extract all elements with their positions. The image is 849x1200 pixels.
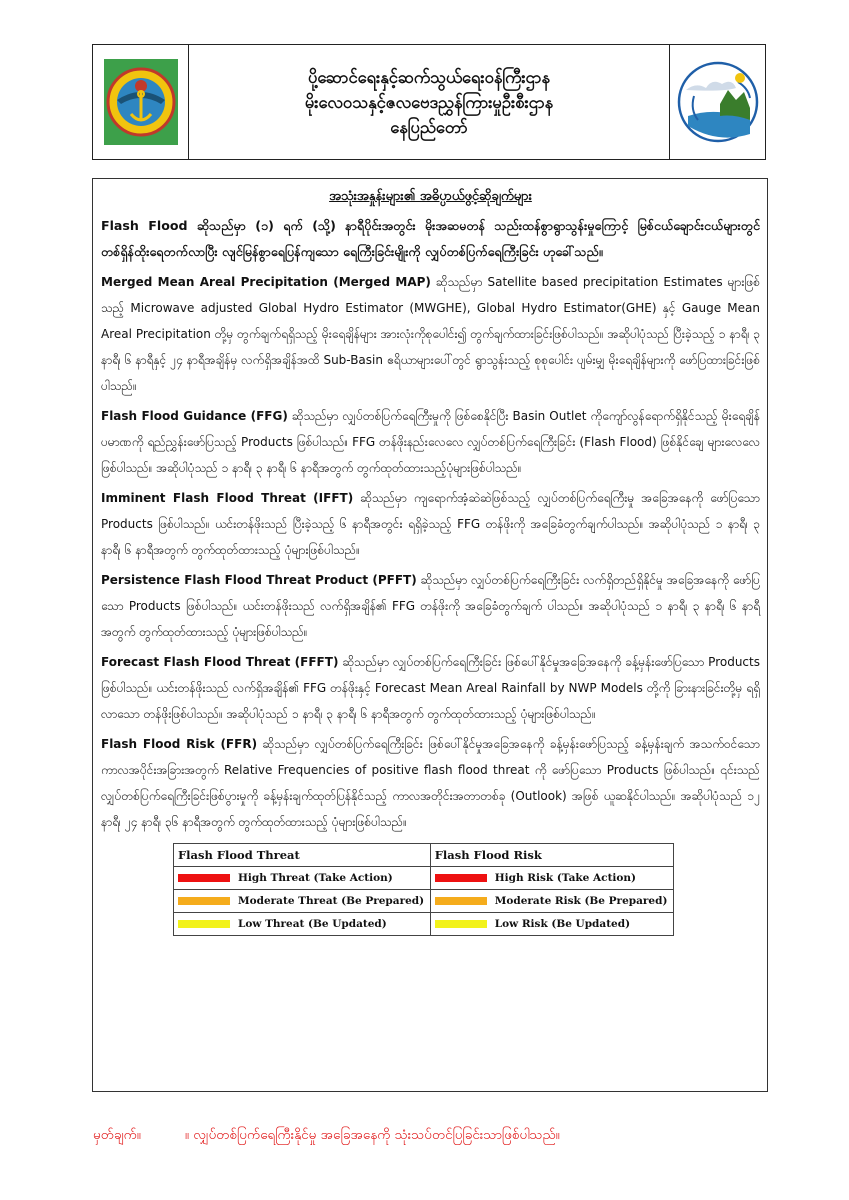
definition-ffft: [101, 649, 760, 727]
header-title: [189, 45, 669, 159]
header-title-line-3: နေပြည်တော်: [390, 117, 468, 137]
footer-note: [93, 1126, 560, 1146]
moderate-color-swatch: [435, 897, 487, 905]
definition-ffr: [101, 731, 760, 835]
legend-label: High Risk (Take Action): [494, 872, 637, 884]
flash-flood-intro: Flash Flood ဆိုသည်မှာ (၁) ရက် (သို့) နာရီပိုင်းအတွင်း မိုးအဆမတန် သည်းထန်စွာရွာသွန်းမှုကြောင့် မြစ်ငယ်ချောင်းငယ်များတွင် တစ်ရှိန်ထိုးရေတက်လာပြီး လျင်မြန်စွာရေပြန်ကျသော ရေကြီးခြင်းမျိုးကို လျှပ်တစ်ပြက်ရေကြီးခြင်း ဟုခေါ်သည်။: [101, 218, 760, 259]
legend-label: High Threat (Take Action): [238, 872, 393, 884]
legend-row-moderate: [174, 890, 674, 913]
definition-text: ဆိုသည်မှာ လျှပ်တစ်ပြက်ရေကြီးမှုကို ဖြစ်စေနိုင်ပြီး Basin Outlet ကိုကျော်လွန်ရောက်ရှိနိုင်သည့် မိုးရေချိန်ပမာဏကို ရည်ညွှန်းဖော်ပြသည့် Products ဖြစ်ပါသည်။ FFG တန်ဖိုးနည်းလေလေ လျှပ်တစ်ပြက်ရေကြီးခြင်း (Flash Flood) ဖြစ်နိုင်ချေ များလေလေဖြစ်ပါသည်။ အဆိုပါပုံသည် ၁ နာရီ၊ ၃ နာရီ၊ ၆ နာရီအတွက် တွက်ထုတ်ထားသည့်ပုံများဖြစ်ပါသည်။: [101, 409, 760, 475]
definition-ffg: [101, 403, 760, 481]
hydrology-cycle-icon: [676, 60, 760, 144]
definition-term: Flash Flood Risk (FFR): [101, 737, 258, 751]
legend-cell-risk: [430, 890, 673, 913]
legend-header-risk: Flash Flood Risk: [430, 844, 673, 867]
document-header: [92, 44, 766, 160]
section-heading: အသုံးအနှုန်းများ၏ အဓိပ္ပာယ်ဖွင့်ဆိုချက်များ: [329, 189, 532, 204]
definition-term: Persistence Flash Flood Threat Product (PFFT): [101, 573, 417, 587]
definition-merged-map: [101, 269, 760, 399]
definition-ifft: [101, 485, 760, 563]
footer-label: မှတ်ချက်။: [93, 1127, 141, 1143]
definition-text: ဆိုသည်မှာ Satellite based precipitation Estimates များဖြစ်သည့် Microwave adjusted Global Hydro Estimator (MWGHE), Global Hydro Estimator(GHE) နှင့် Gauge Mean Areal Precipitation တို့မှ တွက်ချက်ရရှိသည့် မိုးရေချိန်များ အားလုံးကိုစုပေါင်း၍ တွက်ချက်ထားခြင်းဖြစ်ပါသည်။ အဆိုပါပုံသည် ပြီးခဲ့သည့် ၁ နာရီ၊ ၃ နာရီ၊ ၆ နာရီနှင့် ၂၄ နာရီအချိန်မှ လက်ရှိအချိန်အထိ Sub-Basin ဧရိယာများပေါ်တွင် ရွာသွန်းသည့် စုစုပေါင်း ပျမ်းမျှ မိုးရေချိန်များကို ဖော်ပြထားခြင်းဖြစ်ပါသည်။: [101, 275, 760, 393]
legend-label: Moderate Risk (Be Prepared): [494, 895, 668, 907]
definition-term: Imminent Flash Flood Threat (IFFT): [101, 491, 354, 505]
legend-header-row: [174, 844, 674, 867]
definition-text: ဆိုသည်မှာ ကျရောက်အံ့ဆဲဆဲဖြစ်သည့် လျှပ်တစ်ပြက်ရေကြီးမှု အခြေအနေကို ဖော်ပြသော Products ဖြစ်ပါသည်။ ယင်းတန်ဖိုးသည် ပြီးခဲ့သည့် ၆ နာရီအတွင်း ရရှိခဲ့သည့် FFG တန်ဖိုးကို အခြေခံတွက်ချက်ပါသည်။ အဆိုပါပုံသည် ၁ နာရီ၊ ၃ နာရီ၊ ၆ နာရီအတွက် တွက်ထုတ်ထားသည့် ပုံများဖြစ်ပါသည်။: [101, 491, 760, 557]
left-logo-cell: [93, 45, 189, 159]
legend-cell-risk: [430, 913, 673, 936]
definition-term: Forecast Flash Flood Threat (FFFT): [101, 655, 339, 669]
header-title-line-2: မိုးလေဝသနှင့်ဇလဗေဒညွှန်ကြားမှုဦးစီးဌာန: [304, 92, 554, 112]
definitions-box: [92, 178, 768, 1092]
definition-text: ဆိုသည်မှာ လျှပ်တစ်ပြက်ရေကြီးခြင်း ဖြစ်ပေါ်နိုင်မှုအခြေအနေကို ခန့်မှန်းဖော်ပြသည့် ခန့်မှန်းချက် အသက်ဝင်သော ကာလအပိုင်းအခြားအတွက် Relative Frequencies of positive flash flood threat ကို ဖော်ပြသော Products ဖြစ်ပါသည်။ ၎င်းသည် လျှပ်တစ်ပြက်ရေကြီးခြင်းဖြစ်ပွားမှုကို ခန့်မှန်းချက်ထုတ်ပြန်နိုင်သည့် ကာလအတိုင်းအတာတစ်ခု (Outlook) အဖြစ် ယူဆနိုင်ပါသည်။ အဆိုပါပုံသည် ၁၂ နာရီ၊ ၂၄ နာရီ၊ ၃၆ နာရီအတွက် တွက်ထုတ်ထားသည့် ပုံများဖြစ်ပါသည်။: [101, 737, 760, 829]
legend-cell-threat: [174, 890, 431, 913]
high-color-swatch: [178, 874, 230, 882]
legend-label: Moderate Threat (Be Prepared): [238, 895, 425, 907]
definition-text: ဆိုသည်မှာ လျှပ်တစ်ပြက်ရေကြီးခြင်း လက်ရှိတည်ရှိနိုင်မှု အခြေအနေကို ဖော်ပြသော Products ဖြစ်ပါသည်။ ယင်းတန်ဖိုးသည် လက်ရှိအချိန်၏ FFG တန်ဖိုးကို အခြေခံတွက်ချက် ပါသည်။ အဆိုပါပုံသည် ၁ နာရီ၊ ၃ နာရီ၊ ၆ နာရီအတွက် တွက်ထုတ်ထားသည့် ပုံများဖြစ်ပါသည်။: [101, 573, 760, 639]
legend-label: Low Risk (Be Updated): [494, 918, 631, 930]
low-color-swatch: [435, 920, 487, 928]
legend-header-threat: Flash Flood Threat: [174, 844, 431, 867]
definition-text: ဆိုသည်မှာ လျှပ်တစ်ပြက်ရေကြီးခြင်း ဖြစ်ပေါ်နိုင်မှုအခြေအနေကို ခန့်မှန်းဖော်ပြသော Products ဖြစ်ပါသည်။ ယင်းတန်ဖိုးသည် လက်ရှိအချိန်၏ FFG တန်ဖိုးနှင့် Forecast Mean Areal Rainfall by NWP Models တို့ကို ခြားနားခြင်းတို့မှ ရရှိလာသော တန်ဖိုးဖြစ်ပါသည်။ အဆိုပါပုံသည် ၁ နာရီ၊ ၃ နာရီ၊ ၆ နာရီအတွက် တွက်ထုတ်ထားသည့် ပုံများဖြစ်ပါသည်။: [101, 655, 760, 721]
right-logo-cell: [669, 45, 765, 159]
definition-term: Merged Mean Areal Precipitation (Merged MAP): [101, 275, 431, 289]
legend-row-high: [174, 867, 674, 890]
legend-table: [173, 843, 674, 936]
legend-cell-threat: [174, 913, 431, 936]
ministry-emblem-icon: [101, 56, 181, 148]
high-color-swatch: [435, 874, 487, 882]
definition-term: Flash Flood Guidance (FFG): [101, 409, 288, 423]
header-title-line-1: ပို့ဆောင်ရေးနှင့်ဆက်သွယ်ရေးဝန်ကြီးဌာန: [308, 67, 550, 87]
definition-pfft: [101, 567, 760, 645]
legend-cell-threat: [174, 867, 431, 890]
footer-text: ။ လျှပ်တစ်ပြက်ရေကြီးနိုင်မှု အခြေအနေကို သုံးသပ်တင်ပြခြင်းသာဖြစ်ပါသည်။: [184, 1127, 560, 1143]
legend-label: Low Threat (Be Updated): [238, 918, 387, 930]
moderate-color-swatch: [178, 897, 230, 905]
legend-row-low: [174, 913, 674, 936]
legend-cell-risk: [430, 867, 673, 890]
low-color-swatch: [178, 920, 230, 928]
